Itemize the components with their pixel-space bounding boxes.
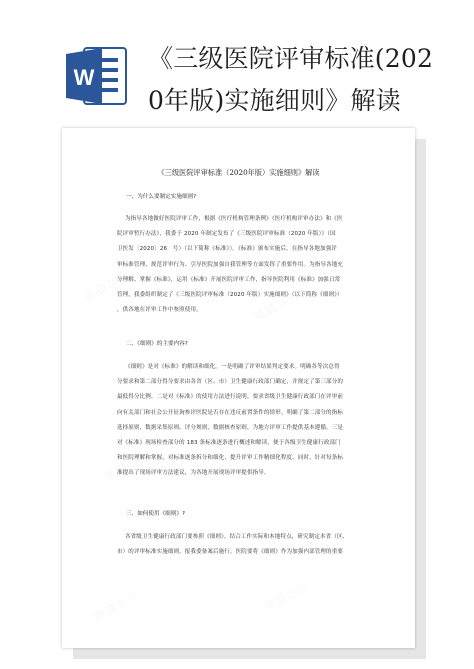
paragraph-line: 分理解、掌握《标准》，运用《标准》开展医院评审工作，指导医院利用《标准》加强日常 [117,276,341,283]
paragraph-line: 选择原则、数据采集原则、评分规则、数据核查原则，为地方评审工作提供基本遵循。三是 [117,424,344,431]
paragraph-line: 院评审暂行办法》，我委于 2020 年制定发布了《三级医院评审标准（2020 年版）》（国 [117,231,336,238]
section-heading: 二、《细则》的主要内容? [126,341,188,347]
paragraph-line: 最低得分比例。二是对《标准》的使用方法进行说明。要求省级卫生健康行政部门在评审前 [117,394,344,401]
paragraph-line: ，供各地在评审工作中参照使用。 [117,307,202,314]
paragraph-line: 卫医发〔2020〕26 号）（以下简称《标准》）。《标准》颁布实施后，在指导各地加强评 [117,246,337,253]
paragraph-line: 向有关部门和社会公开征询参评医院是否存在违反前置条件的情形。明确了第二部分的指标 [117,409,344,416]
title-line-1: 《三级医院评审标准(202 [148,44,434,73]
paragraph-line: 各省级卫生健康行政部门要参照《细则》，结合工作实际和本地特点，研究制定本省（区、 [125,534,349,540]
paragraph-line: 准提出了现场评审方法建议，为各地开展现场评审提供指导。 [117,470,270,477]
paragraph-line: 对《标准》现场检查部分的 183 条标准逐条进行概述和解读，便于各级卫生健康行政部门 [117,440,341,446]
document-title: 《三级医院评审标准（2020年版）实施细则》解读 [157,168,320,177]
section-heading: 三、如何使用《细则》? [126,511,185,517]
section-heading: 一、为什么要制定实施细则? [126,194,197,200]
watermark [261,578,311,616]
document-page [62,128,415,648]
paragraph-line: 分要求和第二部分得分要求由各省（区、市）卫生健康行政部门确定，并规定了第三部分的 [117,379,344,386]
word-document-icon [60,40,132,112]
paragraph-line: 为指导各地做好医院评审工作，根据《医疗机构管理条例》《医疗机构评审办法》和《医 [125,216,343,222]
word-icon-letter: W [73,65,95,90]
paragraph-line: 市）的评审标准实施细则，报我委备案后施行。医院要将《细则》作为加强内部管理的重要 [117,549,344,556]
page-title [148,38,468,122]
paragraph-line: 《细则》是对《标准》的解读和细化。一是明确了评审结果判定要求。明确各等次总得 [125,364,340,370]
paragraph-line: 和医院理解和掌握，对标准逐条拆分和细化，提升评审工作精细化程度。同时，针对每条标 [117,455,344,462]
title-line-2: 0年版)实施细则》解读 [148,86,401,115]
watermark [91,588,141,626]
document-header [0,0,474,125]
paragraph-line: 管理，我委组织制定了《三级医院评审标准（2020 年版）实施细则》（以下简称《细则》） [117,292,343,298]
paragraph-line: 审标准管理、规范评审行为、引导医院加强自我管理等方面发挥了重要作用。为指导各地充 [117,261,344,268]
watermark [81,268,131,306]
